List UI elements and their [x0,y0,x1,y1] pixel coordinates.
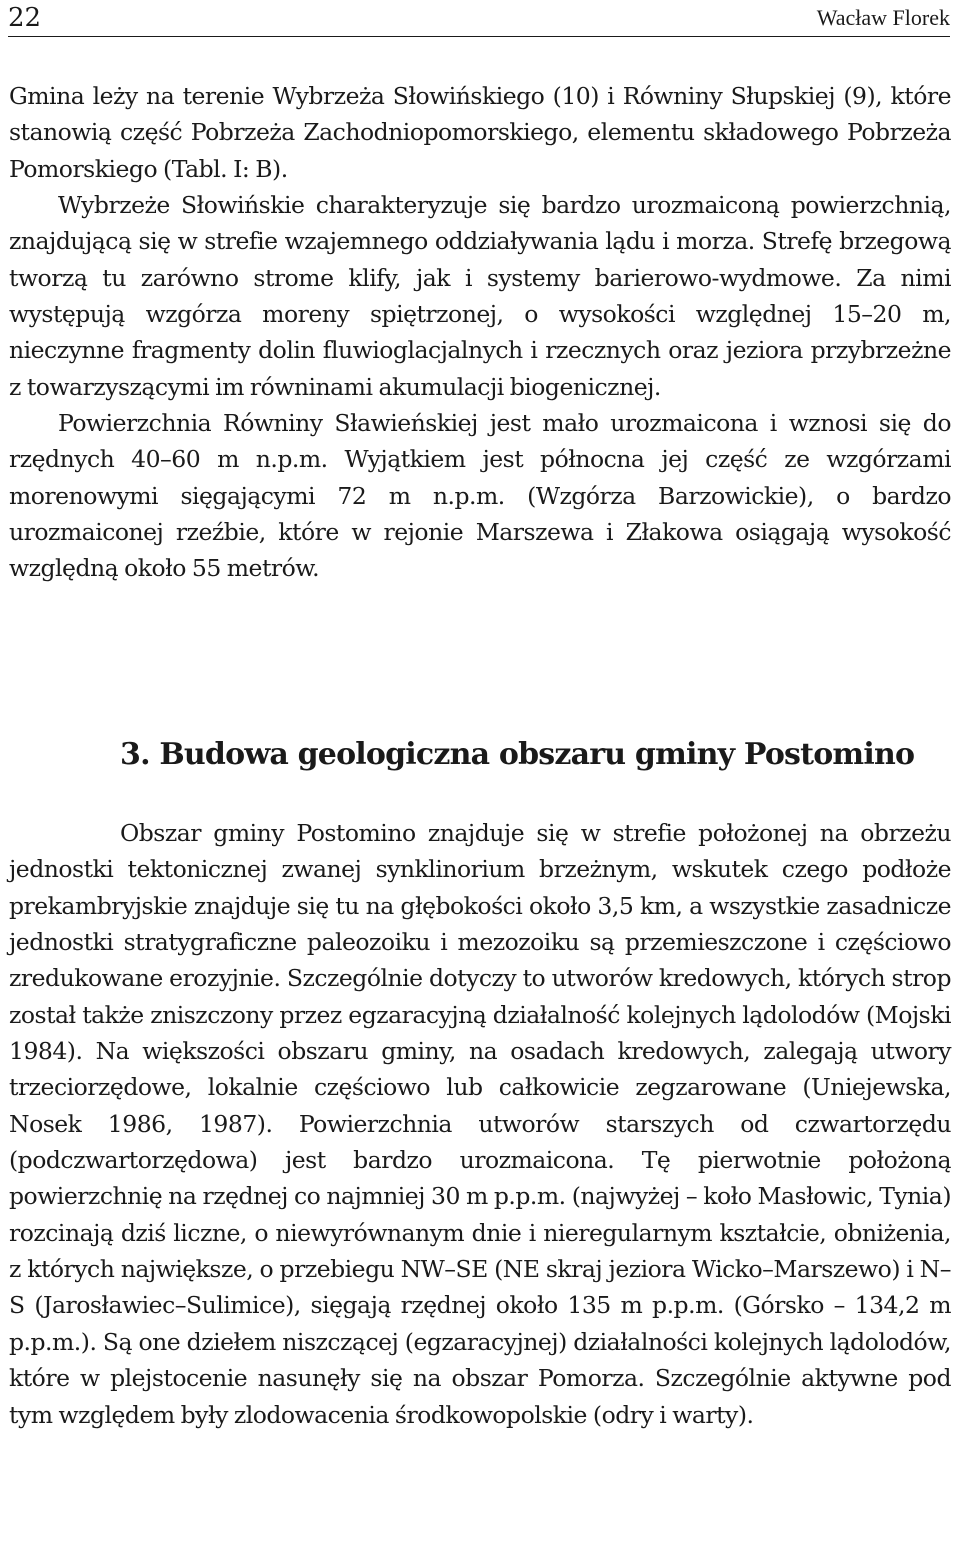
section-heading-geology: 3. Budowa geologiczna obszaru gminy Postomino [120,737,915,772]
paragraph-slowinskie-coast: Wybrzeże Słowińskie charakteryzuje się bardzo urozmaiconą powierzchnią, znajdującą się w strefie wzajemnego oddziaływania lądu i morza. Strefę brzegową tworzą tu zarówno strome klify, jak i systemy barierowo-wydmowe. Za nimi występują wzgórza moreny spiętrzonej, o wysokości względnej 15–20 m, nieczynne fragmenty dolin fluwioglacjalnych i rzecznych oraz jeziora przybrzeżne z towarzyszącymi im równinami akumulacji biogenicznej. [9,191,951,401]
running-header [8,0,950,37]
running-author: Wacław Florek [816,5,950,30]
paragraph-slawienska-plain: Powierzchnia Równiny Sławieńskiej jest mało urozmaicona i wznosi się do rzędnych 40–60 m n.p.m. Wyjątkiem jest północna jej część ze wzgórzami morenowymi sięgającymi 72 m n.p.m. (Wzgórza Barzowickie), o bardzo urozmaiconej rzeźbie, które w rejonie Marszewa i Złakowa osiągają wysokość względną około 55 metrów. [9,409,951,583]
paragraph-location: Gmina leży na terenie Wybrzeża Słowińskiego (10) i Równiny Słupskiej (9), które stanowią część Pobrzeża Zachodniopomorskiego, elementu składowego Pobrzeża Pomorskiego (Tabl. I: B). [9,82,951,183]
section-geology-text [9,815,951,1433]
page-number: 22 [8,3,42,33]
paragraph-geology: Obszar gminy Postomino znajduje się w strefie położonej na obrzeżu jednostki tektonicznej zwanej synklinorium brzeżnym, wskutek czego podłoże prekambryjskie znajduje się tu na głębokości około 3,5 km, a wszystkie zasadnicze jednostki stratygraficzne paleozoiku i mezozoiku są przemieszczone i częściowo zredukowane erozyjnie. Szczególnie dotyczy to utworów kredowych, których strop został także zniszczony przez egzaracyjną działalność kolejnych lądolodów (Mojski 1984). Na większości obszaru gminy, na osadach kredowych, zalegają utwory trzeciorzędowe, lokalnie częściowo lub całkowicie zegzarowane (Uniejewska, Nosek 1986, 1987). Powierzchnia utworów starszych od czwartorzędu (podczwartorzędowa) jest bardzo urozmaicona. Tę pierwotnie położoną powierzchnię na rzędnej co najmniej 30 m p.p.m. (najwyżej – koło Masłowic, Tynia) rozcinają dziś liczne, o niewyrównanym dnie i nieregularnym kształcie, obniżenia, z których największe, o przebiegu NW–SE (NE skraj jeziora Wicko–Marszewo) i N–S (Jarosławiec–Sulimice), sięgają rzędnej około 135 m p.p.m. (Górsko – 134,2 m p.p.m.). Są one dziełem niszczącej (egzaracyjnej) działalności kolejnych lądolodów, które w plejstocenie nasunęły się na obszar Pomorza. Szczególnie aktywne pod tym względem były zlodowacenia środkowopolskie (odry i warty). [9,819,951,1429]
section-geography-text [9,78,951,587]
